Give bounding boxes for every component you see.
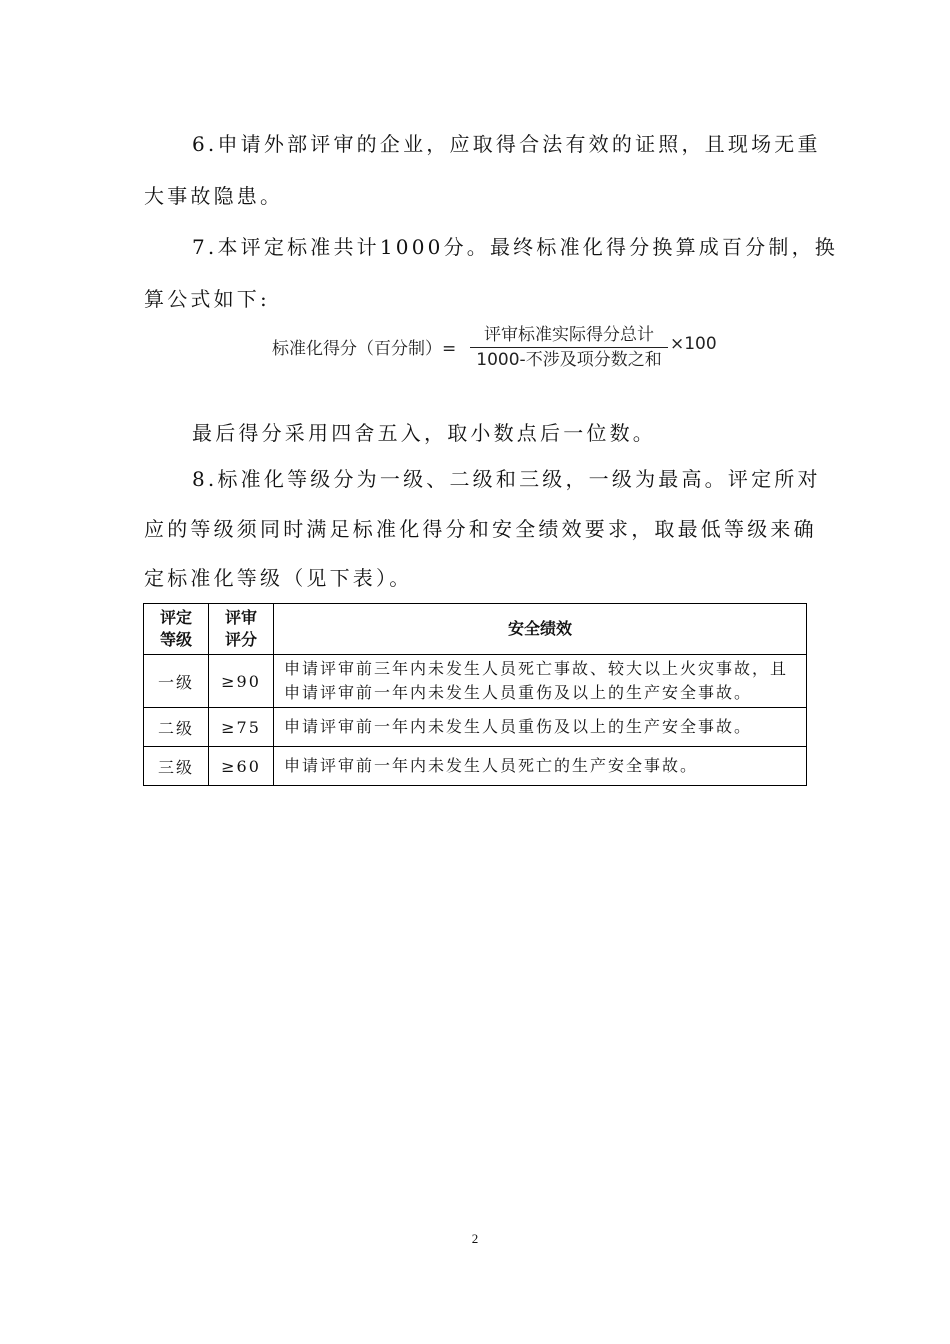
table-row (144, 708, 807, 747)
table-header-row (144, 604, 807, 655)
paragraph-8-line-2: 应的等级须同时满足标准化得分和安全绩效要求，取最低等级来确 (144, 517, 817, 541)
paragraph-rounding: 最后得分采用四舍五入，取小数点后一位数。 (192, 421, 656, 445)
header-grade-line-1: 评定 (159, 608, 192, 627)
header-performance: 安全绩效 (274, 604, 807, 655)
formula-multiplier: ×100 (670, 334, 717, 354)
cell-score: ≥60 (209, 747, 274, 786)
paragraph-8-line-1: 8.标准化等级分为一级、二级和三级，一级为最高。评定所对 (192, 467, 821, 491)
cell-performance: 申请评审前一年内未发生人员死亡的生产安全事故。 (274, 747, 807, 786)
paragraph-6-line-1: 6.申请外部评审的企业，应取得合法有效的证照，且现场无重 (192, 132, 821, 156)
page-number: 2 (471, 1231, 479, 1246)
cell-grade: 一级 (144, 655, 209, 708)
grade-table (143, 603, 807, 786)
paragraph-7-line-1: 7.本评定标准共计1000分。最终标准化得分换算成百分制，换 (192, 235, 838, 259)
fraction-bar (470, 347, 668, 348)
cell-performance: 申请评审前一年内未发生人员重伤及以上的生产安全事故。 (274, 708, 807, 747)
paragraph-6-line-2: 大事故隐患。 (144, 184, 284, 208)
paragraph-8-line-3: 定标准化等级（见下表）。 (144, 566, 413, 590)
formula-lhs: 标准化得分（百分制）= (272, 339, 457, 359)
cell-score: ≥90 (209, 655, 274, 708)
header-score (209, 604, 274, 655)
formula-numerator: 评审标准实际得分总计 (484, 325, 654, 345)
formula-denominator: 1000-不涉及项分数之和 (476, 350, 662, 370)
cell-score: ≥75 (209, 708, 274, 747)
header-score-line-1: 评审 (224, 608, 257, 627)
header-grade-line-2: 等级 (159, 630, 192, 649)
cell-performance: 申请评审前三年内未发生人员死亡事故、较大以上火灾事故，且申请评审前一年内未发生人员重伤及以上的生产安全事故。 (274, 655, 807, 708)
table-row (144, 747, 807, 786)
header-grade (144, 604, 209, 655)
header-score-line-2: 评分 (224, 630, 257, 649)
paragraph-7-line-2: 算公式如下: (144, 287, 270, 311)
formula-fraction (470, 324, 668, 371)
cell-grade: 三级 (144, 747, 209, 786)
cell-grade: 二级 (144, 708, 209, 747)
table-row (144, 655, 807, 708)
